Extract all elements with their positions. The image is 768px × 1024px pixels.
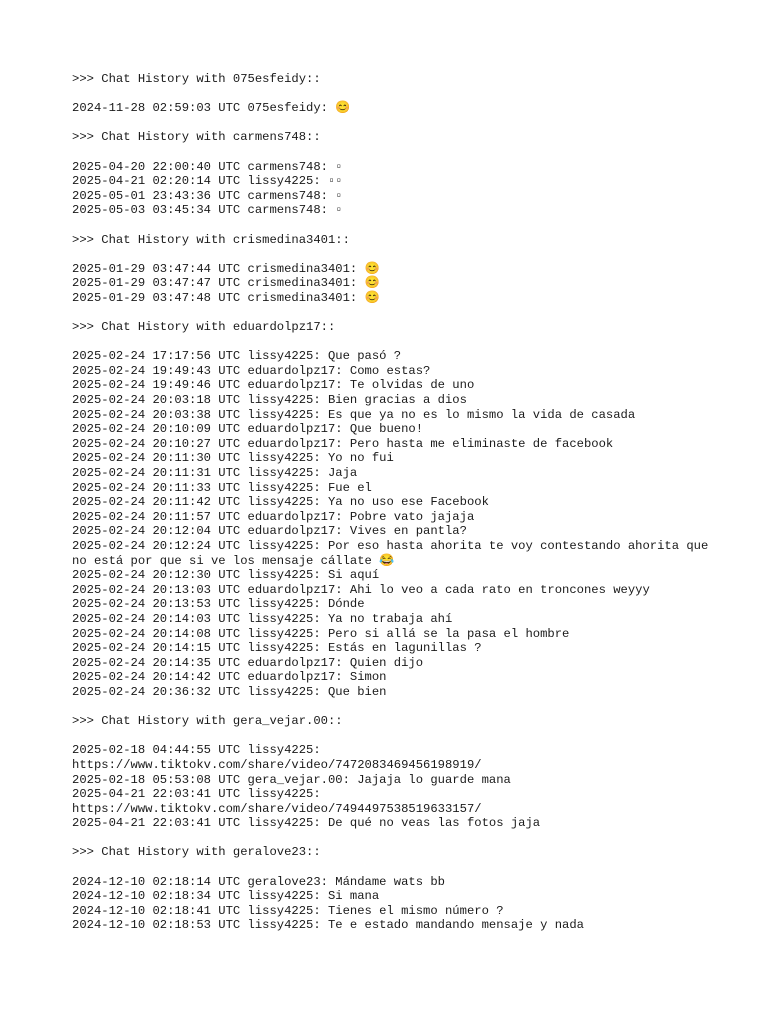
message-line: 2025-02-24 20:14:42 UTC eduardolpz17: Simon <box>72 670 387 685</box>
message-line: 2025-02-24 20:13:03 UTC eduardolpz17: Ahi lo veo a cada rato en troncones weyyy <box>72 582 650 597</box>
message-line: 2025-02-24 20:14:15 UTC lissy4225: Estás en lagunillas ? <box>72 641 482 656</box>
message-line: 2025-05-03 03:45:34 UTC carmens748: ▫ <box>72 203 343 218</box>
message-line: 2025-04-20 22:00:40 UTC carmens748: ▫ <box>72 159 343 174</box>
chat-section <box>72 72 712 130</box>
spacer <box>72 87 712 102</box>
message-line: 2025-02-24 20:11:30 UTC lissy4225: Yo no fui <box>72 451 394 466</box>
message-line: 2025-02-24 20:11:42 UTC lissy4225: Ya no uso ese Facebook <box>72 495 489 510</box>
section-header: >>> Chat History with eduardolpz17:: <box>72 320 336 335</box>
message-line: 2025-04-21 22:03:41 UTC lissy4225: De qué no veas las fotos jaja <box>72 816 541 831</box>
message-line: 2025-02-24 20:11:57 UTC eduardolpz17: Pobre vato jajaja <box>72 509 475 524</box>
message-line: 2024-12-10 02:18:14 UTC geralove23: Mándame wats bb <box>72 874 445 889</box>
message-line: 2024-11-28 02:59:03 UTC 075esfeidy: 😊 <box>72 101 351 116</box>
message-line: 2025-01-29 03:47:47 UTC crismedina3401: 😊 <box>72 276 380 291</box>
message-line: 2025-01-29 03:47:48 UTC crismedina3401: 😊 <box>72 290 380 305</box>
message-line: 2025-02-18 05:53:08 UTC gera_vejar.00: Jajaja lo guarde mana <box>72 772 511 787</box>
section-header: >>> Chat History with crismedina3401:: <box>72 232 350 247</box>
message-line: 2025-02-24 20:14:08 UTC lissy4225: Pero si allá se la pasa el hombre <box>72 626 570 641</box>
message-line: 2024-12-10 02:18:53 UTC lissy4225: Te e estado mandando mensaje y nada <box>72 918 584 933</box>
message-line: 2025-02-24 20:11:33 UTC lissy4225: Fue el <box>72 480 372 495</box>
section-header: >>> Chat History with geralove23:: <box>72 845 321 860</box>
spacer <box>72 831 712 846</box>
spacer <box>72 145 712 160</box>
message-line: 2025-02-24 20:14:35 UTC eduardolpz17: Quien dijo <box>72 655 424 670</box>
spacer <box>72 729 712 744</box>
chat-section <box>72 130 712 232</box>
spacer <box>72 700 712 715</box>
section-header: >>> Chat History with gera_vejar.00:: <box>72 714 343 729</box>
message-line: 2025-02-24 20:12:30 UTC lissy4225: Si aquí <box>72 568 380 583</box>
spacer <box>72 860 712 875</box>
message-line: 2025-02-18 04:44:55 UTC lissy4225: https://www.tiktokv.com/share/video/7472083469456198919/ <box>72 743 482 772</box>
message-line: 2025-02-24 20:03:18 UTC lissy4225: Bien gracias a dios <box>72 393 467 408</box>
message-line: 2025-02-24 20:10:09 UTC eduardolpz17: Que bueno! <box>72 422 424 437</box>
message-line: 2024-12-10 02:18:41 UTC lissy4225: Tienes el mismo número ? <box>72 903 504 918</box>
message-line: 2025-01-29 03:47:44 UTC crismedina3401: 😊 <box>72 261 380 276</box>
message-line: 2024-12-10 02:18:34 UTC lissy4225: Si mana <box>72 889 380 904</box>
chat-section <box>72 233 712 321</box>
chat-section <box>72 845 712 933</box>
section-header: >>> Chat History with 075esfeidy:: <box>72 72 321 86</box>
message-line: 2025-02-24 17:17:56 UTC lissy4225: Que pasó ? <box>72 349 402 364</box>
spacer <box>72 116 712 131</box>
spacer <box>72 247 712 262</box>
message-line: 2025-02-24 20:03:38 UTC lissy4225: Es que ya no es lo mismo la vida de casada <box>72 407 636 422</box>
message-line: 2025-02-24 19:49:46 UTC eduardolpz17: Te olvidas de uno <box>72 378 475 393</box>
message-line: 2025-02-24 20:36:32 UTC lissy4225: Que bien <box>72 684 387 699</box>
spacer <box>72 218 712 233</box>
message-line: 2025-05-01 23:43:36 UTC carmens748: ▫ <box>72 188 343 203</box>
message-line: 2025-02-24 20:12:04 UTC eduardolpz17: Vives en pantla? <box>72 524 467 539</box>
message-line: 2025-02-24 20:12:24 UTC lissy4225: Por eso hasta ahorita te voy contestando ahorita que no está por que si ve los mensaje cállate 😂 <box>72 539 716 568</box>
chat-history-document <box>72 72 716 933</box>
message-line: 2025-02-24 20:14:03 UTC lissy4225: Ya no trabaja ahí <box>72 611 453 626</box>
spacer <box>72 335 712 350</box>
chat-section <box>72 714 712 845</box>
message-line: 2025-02-24 20:11:31 UTC lissy4225: Jaja <box>72 466 358 481</box>
spacer <box>72 306 712 321</box>
chat-section <box>72 320 716 714</box>
message-line: 2025-02-24 19:49:43 UTC eduardolpz17: Como estas? <box>72 363 431 378</box>
message-line: 2025-02-24 20:13:53 UTC lissy4225: Dónde <box>72 597 365 612</box>
message-line: 2025-02-24 20:10:27 UTC eduardolpz17: Pero hasta me eliminaste de facebook <box>72 436 614 451</box>
message-line: 2025-04-21 22:03:41 UTC lissy4225: https://www.tiktokv.com/share/video/7494497538519633157/ <box>72 787 482 816</box>
message-line: 2025-04-21 02:20:14 UTC lissy4225: ▫▫ <box>72 174 343 189</box>
section-header: >>> Chat History with carmens748:: <box>72 130 321 145</box>
